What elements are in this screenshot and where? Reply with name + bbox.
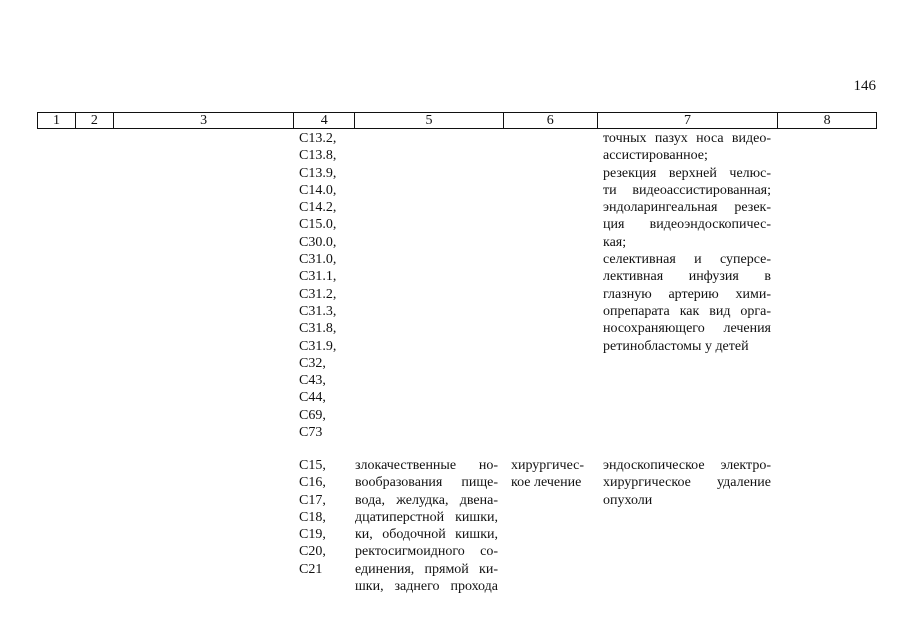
row1-icd-codes <box>299 130 336 441</box>
text-line: ретинобластомы у детей <box>603 338 749 354</box>
header-col-5: 5 <box>355 113 504 128</box>
row2-treatment-method <box>603 457 771 509</box>
icd-code: C31.0, <box>299 252 337 268</box>
row2-diagnosis <box>355 457 498 595</box>
text-line: резекция верхней челюс- <box>603 165 771 181</box>
text-line: ки, ободочной кишки, <box>355 527 498 543</box>
row2-icd-codes <box>299 457 326 578</box>
text-line: единения, прямой ки- <box>355 561 498 577</box>
text-line: ция видеоэндоскопичес- <box>603 217 771 233</box>
text-line: опухоли <box>603 492 653 508</box>
text-line: ассистированное; <box>603 148 708 164</box>
icd-code: C30.0, <box>299 234 337 250</box>
icd-code: C32, <box>299 355 326 371</box>
text-line: кая; <box>603 234 627 250</box>
text-line: опрепарата как вид орга- <box>603 303 771 319</box>
icd-code: C31.2, <box>299 286 337 302</box>
header-col-6: 6 <box>504 113 598 128</box>
row2-treatment-type <box>511 457 591 492</box>
icd-code: C16, <box>299 475 326 491</box>
icd-code: C17, <box>299 492 326 508</box>
icd-code: C14.0, <box>299 182 337 198</box>
icd-code: C20, <box>299 544 326 560</box>
text-line: вообразования пище- <box>355 475 498 491</box>
icd-code: C18, <box>299 509 326 525</box>
text-line: эндоларингеальная резек- <box>603 200 771 216</box>
icd-code: C15.0, <box>299 217 337 233</box>
text-line: ти видеоассистированная; <box>603 182 771 198</box>
text-line: глазную артерию хими- <box>603 286 771 302</box>
icd-code: C14.2, <box>299 200 337 216</box>
icd-code: C43, <box>299 373 326 389</box>
row1-treatment-method <box>603 130 771 355</box>
icd-code: C69, <box>299 407 326 423</box>
page-number: 146 <box>853 78 876 94</box>
text-line: вода, желудка, двена- <box>355 492 498 508</box>
text-line: кое лечение <box>511 475 582 491</box>
icd-code: C13.8, <box>299 148 337 164</box>
header-col-2: 2 <box>76 113 114 128</box>
icd-code: C31.3, <box>299 303 337 319</box>
icd-code: C19, <box>299 527 326 543</box>
text-line: селективная и суперсе- <box>603 252 771 268</box>
text-line: хирургическое удаление <box>603 475 771 491</box>
icd-code: C13.2, <box>299 131 337 146</box>
header-col-4: 4 <box>294 113 355 128</box>
text-line: шки, заднего прохода <box>355 579 498 595</box>
header-col-3: 3 <box>114 113 295 128</box>
icd-code: C73 <box>299 425 323 441</box>
icd-code: C31.9, <box>299 338 337 354</box>
text-line: лективная инфузия в <box>603 269 771 285</box>
header-col-1: 1 <box>38 113 76 128</box>
text-line: точных пазух носа видео- <box>603 131 771 146</box>
icd-code: C44, <box>299 390 326 406</box>
icd-code: C13.9, <box>299 165 337 181</box>
text-line: ректосигмоидного со- <box>355 544 498 560</box>
table-header-row <box>37 112 877 129</box>
text-line: злокачественные но- <box>355 458 498 473</box>
text-line: хирургичес- <box>511 458 585 473</box>
text-line: эндоскопическое электро- <box>603 458 771 473</box>
header-col-8: 8 <box>823 113 831 128</box>
text-line: носохраняющего лечения <box>603 321 771 337</box>
text-line: дцатиперстной кишки, <box>355 509 498 525</box>
icd-code: C15, <box>299 458 326 473</box>
header-col-7: 7 <box>598 113 779 128</box>
icd-code: C21 <box>299 561 323 577</box>
icd-code: C31.8, <box>299 321 337 337</box>
icd-code: C31.1, <box>299 269 337 285</box>
